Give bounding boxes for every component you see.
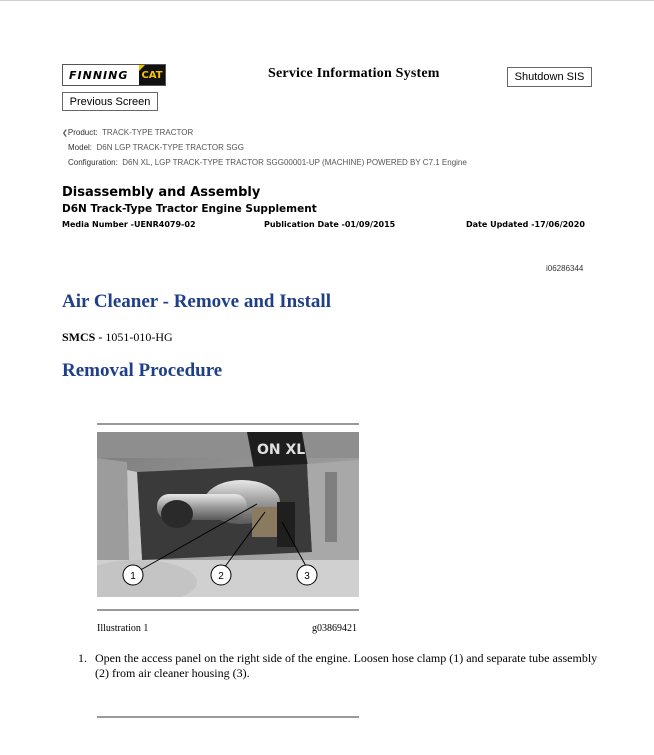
model-value: D6N LGP TRACK-TYPE TRACTOR SGG [96,143,244,152]
callout-2 [211,565,231,585]
callout-3-label: 3 [304,571,310,582]
callout-2-label: 2 [218,571,224,582]
breadcrumb-configuration [68,158,467,167]
machine-label-text: ON XL [257,442,306,458]
procedure-step [78,651,598,681]
logo-text: FINNING [69,68,129,82]
bottom-rule [97,716,359,718]
model-key: Model: [68,143,93,152]
callout-1-label: 1 [130,571,136,582]
breadcrumb-product[interactable] [62,128,193,137]
step-number: 1. [78,651,87,665]
system-title: Service Information System [268,66,440,81]
callout-3 [297,565,317,585]
callout-1 [123,565,143,585]
config-key: Configuration: [68,158,118,167]
smcs-value: 1051-010-HG [105,330,173,344]
section-title: Removal Procedure [62,360,223,381]
shutdown-sis-button[interactable]: Shutdown SIS [507,67,592,87]
smcs-label: SMCS - [62,330,103,344]
step-text: Open the access panel on the right side of the engine. Loosen hose clamp (1) and separate tube assembly (2) from air cleaner housing (3). [95,651,598,680]
back-chevron-icon: ❮ [62,130,68,137]
graphic-id: g03869421 [312,623,357,634]
finning-cat-logo [62,64,166,86]
config-value: D6N XL, LGP TRACK-TYPE TRACTOR SGG00001-UP (MACHINE) POWERED BY C7.1 Engine [122,158,467,167]
product-key: Product: [67,128,98,137]
publication-date: Publication Date -01/09/2015 [264,220,396,229]
cat-logo-icon: CAT [139,65,165,85]
breadcrumb-model [68,143,244,152]
document-heading: Disassembly and Assembly [62,185,261,200]
media-number: Media Number -UENR4079-02 [62,220,196,229]
page-title: Air Cleaner - Remove and Install [62,291,331,312]
product-value: TRACK-TYPE TRACTOR [101,128,194,137]
illustration-label: Illustration 1 [97,623,149,634]
illustration-top-rule [97,423,359,425]
previous-screen-button[interactable]: Previous Screen [62,92,158,111]
document-subheading: D6N Track-Type Tractor Engine Supplement [62,203,317,215]
smcs-code [62,330,173,345]
date-updated: Date Updated -17/06/2020 [466,220,585,229]
document-id: i06286344 [546,264,584,273]
illustration-bottom-rule [97,609,359,611]
top-border [0,0,654,1]
air-cleaner-photo [97,432,359,597]
